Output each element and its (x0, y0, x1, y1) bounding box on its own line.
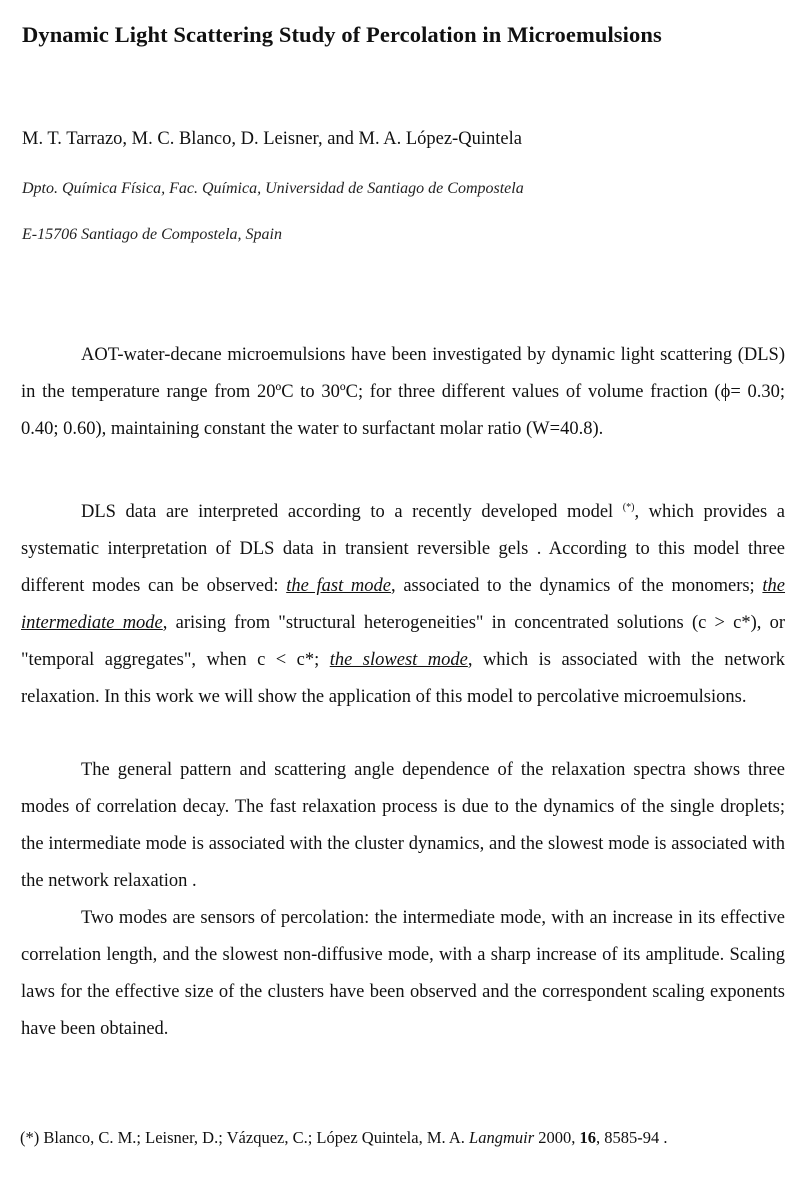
abstract-paragraph-4: Two modes are sensors of percolation: the intermediate mode, with an increase in its effective correlation length, and the slowest non-diffusive mode, with a sharp increase of its amplitude. Scaling laws for the effective size of the clusters have been observed and the correspondent scaling exponents have been obtained. (21, 908, 785, 1039)
reference-footnote (20, 1125, 785, 1151)
footnote-pages: , 8585-94 . (596, 1128, 668, 1147)
p2-text-c: , associated to the dynamics of the monomers; (391, 576, 763, 596)
abstract-paragraph-2 (21, 494, 785, 716)
footnote-journal: Langmuir (469, 1128, 535, 1147)
p2-text-e: , which is associated with the network relaxation. In this work we will show the application of this model to percolative microemulsions. (21, 650, 785, 707)
affiliation-address: E-15706 Santiago de Compostela, Spain (22, 226, 282, 243)
affiliation-department: Dpto. Química Física, Fac. Química, Universidad de Santiago de Compostela (22, 180, 524, 197)
p2-text-d: , arising from "structural heterogeneities" in concentrated solutions (c > c*), or "temporal aggregates", when c < c*; (21, 613, 786, 670)
p2-text-b: , which provides a systematic interpretation of DLS data in transient reversible gels . According to this model three different modes can be observed: (21, 502, 785, 596)
paper-title: Dynamic Light Scattering Study of Percolation in Microemulsions (22, 22, 662, 47)
footnote-authors: (*) Blanco, C. M.; Leisner, D.; Vázquez, C.; López Quintela, M. A. (20, 1128, 470, 1147)
footnote-volume: 16 (579, 1128, 597, 1147)
term-intermediate-mode: the intermediate mode (21, 576, 786, 633)
author-list: M. T. Tarrazo, M. C. Blanco, D. Leisner, and M. A. López-Quintela (22, 129, 522, 149)
term-fast-mode: the fast mode (286, 576, 392, 596)
abstract-paragraph-3: The general pattern and scattering angle dependence of the relaxation spectra shows three modes of correlation decay. The fast relaxation process is due to the dynamics of the single droplets; the intermediate mode is associated with the cluster dynamics, and the slowest mode is associated with the network relaxation . (21, 760, 785, 891)
term-slowest-mode: the slowest mode (329, 650, 468, 670)
p2-text-a: DLS data are interpreted according to a recently developed model (81, 502, 614, 522)
abstract-paragraph-1: AOT-water-decane microemulsions have been investigated by dynamic light scattering (DLS) in the temperature range from 20ºC to 30ºC; for three different values of volume fraction (ϕ= 0.30; 0.40; 0.60), maintaining constant the water to surfactant molar ratio (W=40.8). (21, 345, 785, 439)
reference-marker: (*) (622, 501, 635, 513)
footnote-year: 2000, (534, 1128, 580, 1147)
